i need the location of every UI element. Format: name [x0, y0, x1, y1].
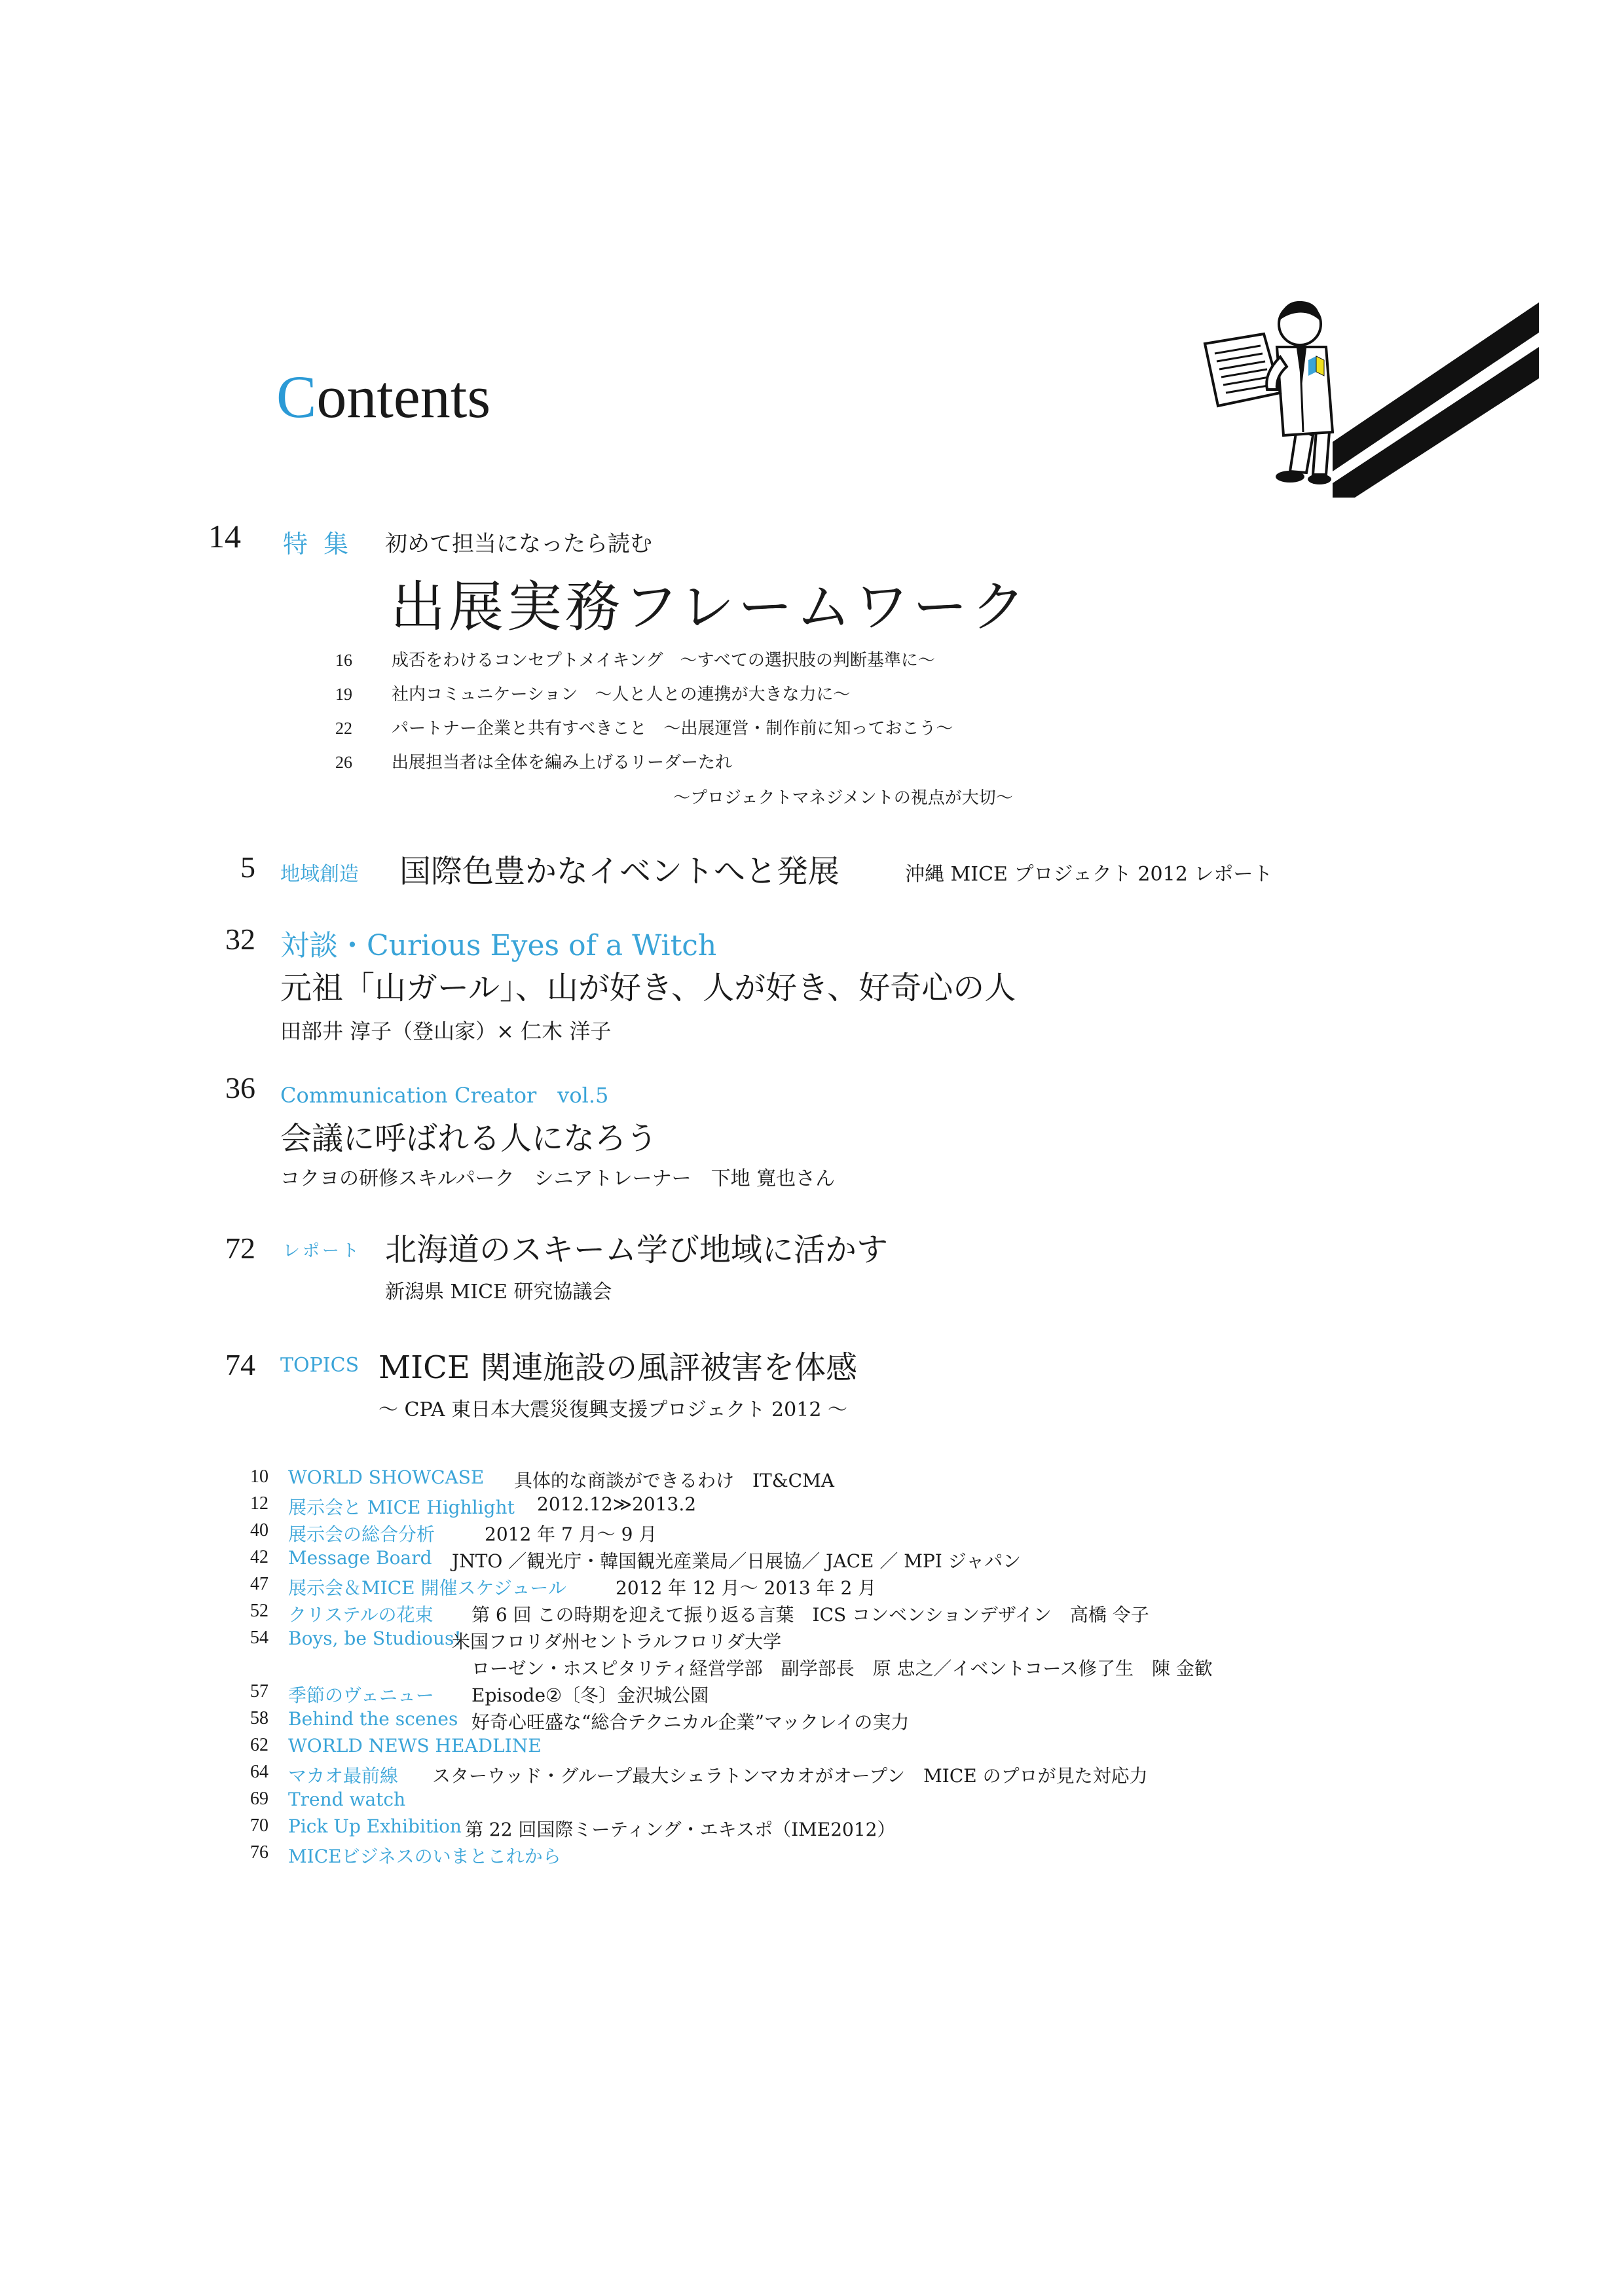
section-tag: TOPICS [280, 1354, 360, 1377]
section-tag: 対談・Curious Eyes of a Witch [280, 929, 717, 962]
section-tag: 地域創造 [280, 863, 359, 886]
section-tag: Communication Creator vol.5 [280, 1083, 609, 1108]
section-subtitle: コクヨの研修スキルパーク シニアトレーナー 下地 寛也さん [280, 1167, 836, 1190]
feature-page-number: 14 [208, 518, 241, 555]
section-page-number: 36 [225, 1071, 255, 1104]
section-subtitle: 田部井 淳子（登山家）× 仁木 洋子 [280, 1019, 612, 1044]
section-subtitle: ～ CPA 東日本大震災復興支援プロジェクト 2012 ～ [378, 1398, 847, 1421]
list-item[interactable]: 16 成否をわけるコンセプトメイキング ～すべての選択肢の判断基準に～ [335, 651, 935, 670]
list-item[interactable]: 26 出展担当者は全体を編み上げるリーダーたれ [335, 753, 733, 773]
feature-tag: 特 集 [283, 530, 353, 558]
feature-kicker: 初めて担当になったら読む [385, 531, 652, 557]
title-rest: ontents [316, 363, 491, 430]
list-item[interactable]: 19 社内コミュニケーション ～人と人との連携が大きな力に～ [335, 685, 851, 704]
section-page-number: 5 [240, 850, 255, 884]
section-page-number: 72 [225, 1231, 255, 1265]
section-tag: レポート [283, 1241, 362, 1261]
section-page-number: 74 [225, 1348, 255, 1381]
section-subtitle: 沖縄 MICE プロジェクト 2012 レポート [905, 863, 1273, 886]
section-title[interactable]: 国際色豊かなイベントへと発展 [399, 853, 840, 890]
feature-title: 出展実務フレームワーク [390, 575, 1029, 639]
title-initial: C [276, 363, 317, 430]
man-reading-newspaper-icon [1192, 275, 1559, 498]
page-title [276, 363, 491, 430]
section-page-number: 32 [225, 922, 255, 956]
section-title[interactable]: 元祖「山ガール」、山が好き、人が好き、好奇心の人 [280, 970, 1016, 1006]
list-item[interactable]: 22 パートナー企業と共有すべきこと ～出展運営・制作前に知っておこう～ [335, 719, 953, 738]
section-title[interactable]: 会議に呼ばれる人になろう [280, 1120, 658, 1157]
feature-article-continuation: ～プロジェクトマネジメントの視点が大切～ [673, 788, 1013, 808]
section-subtitle: 新潟県 MICE 研究協議会 [385, 1281, 612, 1303]
section-title[interactable]: MICE 関連施設の風評被害を体感 [378, 1349, 858, 1386]
feature-article-list [335, 647, 953, 783]
section-title[interactable]: 北海道のスキーム学び地域に活かす [385, 1231, 889, 1268]
